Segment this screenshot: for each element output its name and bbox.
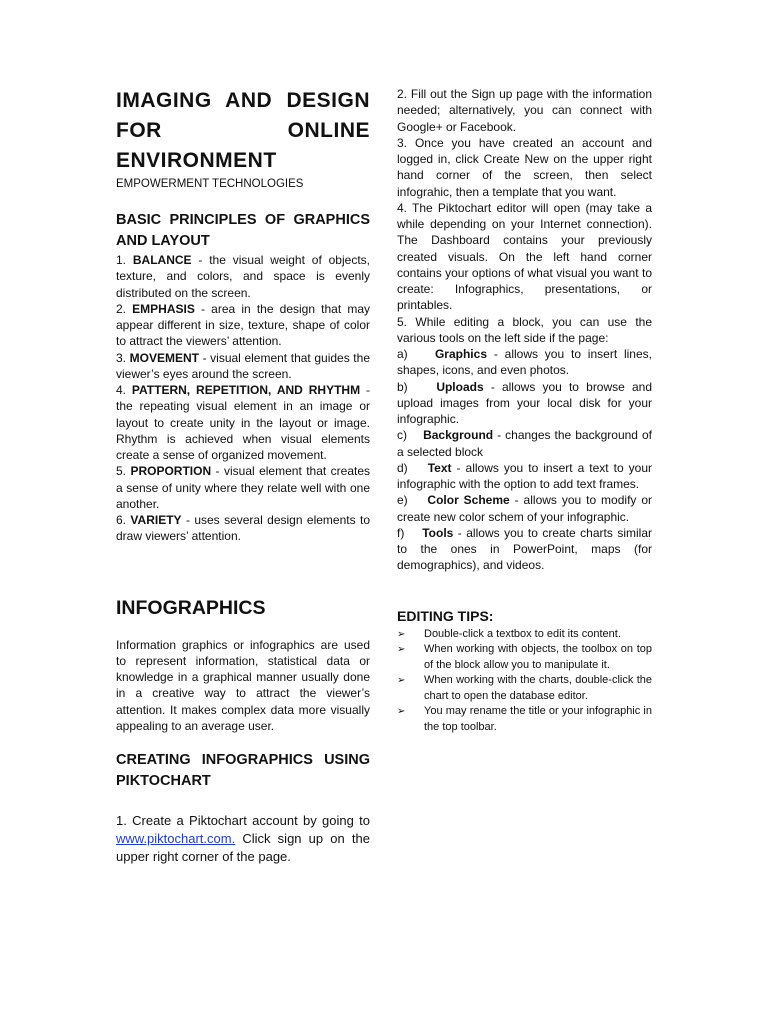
step-1: 1. Create a Piktochart account by going to www.piktochart.com. Click sign up on the upper right corner of the page. (116, 813, 370, 864)
editing-tips-heading: EDITING TIPS: (397, 607, 494, 624)
tip-item: ➢ When working with objects, the toolbox on top of the block allow you to manipulate it. (397, 643, 652, 671)
principle-item: 2. EMPHASIS - area in the design that may appear different in size, texture, shape of color to attract the viewers’ attention. (116, 301, 370, 349)
step-3: 3. Once you have created an account and logged in, click Create New on the upper right hand corner of the screen, then select infograhic, then a template that you want. (397, 135, 652, 199)
principles-heading: BASIC PRINCIPLES OF GRAPHICS AND LAYOUT (116, 212, 370, 249)
arrowhead-bullet-icon: ➢ (397, 644, 406, 655)
principle-item: 1. BALANCE - the visual weight of objects, texture, and colors, and space is evenly distributed on the screen. (116, 253, 370, 300)
tool-item: e) Color Scheme - allows you to modify or create new color schem of your infographic. (397, 493, 652, 524)
creating-heading: CREATING INFOGRAPHICS USING PIKTOCHART (116, 752, 370, 789)
tool-item: f) Tools - allows you to create charts similar to the ones in PowerPoint, maps (for demographics), and videos. (397, 525, 652, 573)
principle-item: 4. PATTERN, REPETITION, AND RHYTHM - the repeating visual element in an image or layout to create unity in the layout or image. Rhythm is achieved when visual elements create a sense of organized movement. (116, 383, 370, 462)
tool-item: d) Text - allows you to insert a text to your infographic with the option to add text frames. (397, 460, 652, 491)
editing-tips-list (397, 627, 652, 736)
arrowhead-bullet-icon: ➢ (397, 675, 406, 686)
tool-item: c) Background - changes the background of a selected block (397, 428, 652, 459)
tools-list (397, 346, 652, 574)
piktochart-link[interactable]: www.piktochart.com. (116, 831, 236, 846)
left-column (116, 86, 370, 866)
infographics-body: Information graphics or infographics are used to represent information, statistical data or knowledge in a graphical manner usually done in a creative way to attract the viewer’s attention. It makes complex data more visually appealing to an average user. (116, 637, 370, 733)
infographics-heading: INFOGRAPHICS (116, 596, 266, 619)
principle-item: 6. VARIETY - uses several design elements to draw viewers’ attention. (116, 513, 371, 544)
right-column (397, 86, 652, 735)
document-subtitle: EMPOWERMENT TECHNOLOGIES (116, 178, 304, 190)
tip-item: ➢ Double-click a textbox to edit its content. (397, 627, 652, 643)
principle-item: 5. PROPORTION - visual element that creates a sense of unity where they relate well with one another. (116, 464, 370, 511)
step-4: 4. The Piktochart editor will open (may take a while depending on your Internet connection). The Dashboard contains your previously created visuals. On the left hand corner contains your options of what visual you want to create: Infographics, presentations, or printables. (397, 200, 652, 313)
arrowhead-bullet-icon: ➢ (397, 706, 406, 717)
tip-item: ➢ You may rename the title or your infographic in the top toolbar. (397, 705, 652, 733)
step-5: 5. While editing a block, you can use the various tools on the left side if the page: (397, 314, 652, 345)
tool-item: a) Graphics - allows you to insert lines, shapes, icons, and even photos. (397, 347, 652, 378)
principle-item: 3. MOVEMENT - visual element that guides the viewer’s eyes around the screen. (116, 350, 370, 381)
step-2: 2. Fill out the Sign up page with the information needed; alternatively, you can connect with Google+ or Facebook. (397, 87, 652, 134)
arrowhead-bullet-icon: ➢ (397, 628, 406, 640)
principles-list (116, 252, 370, 545)
tip-item: ➢ When working with the charts, double-click the chart to open the database editor. (397, 674, 652, 702)
tool-item: b) Uploads - allows you to browse and upload images from your local disk for your infographic. (397, 379, 653, 426)
document-title: IMAGING AND DESIGN FOR ONLINE ENVIRONMENT (116, 89, 370, 172)
